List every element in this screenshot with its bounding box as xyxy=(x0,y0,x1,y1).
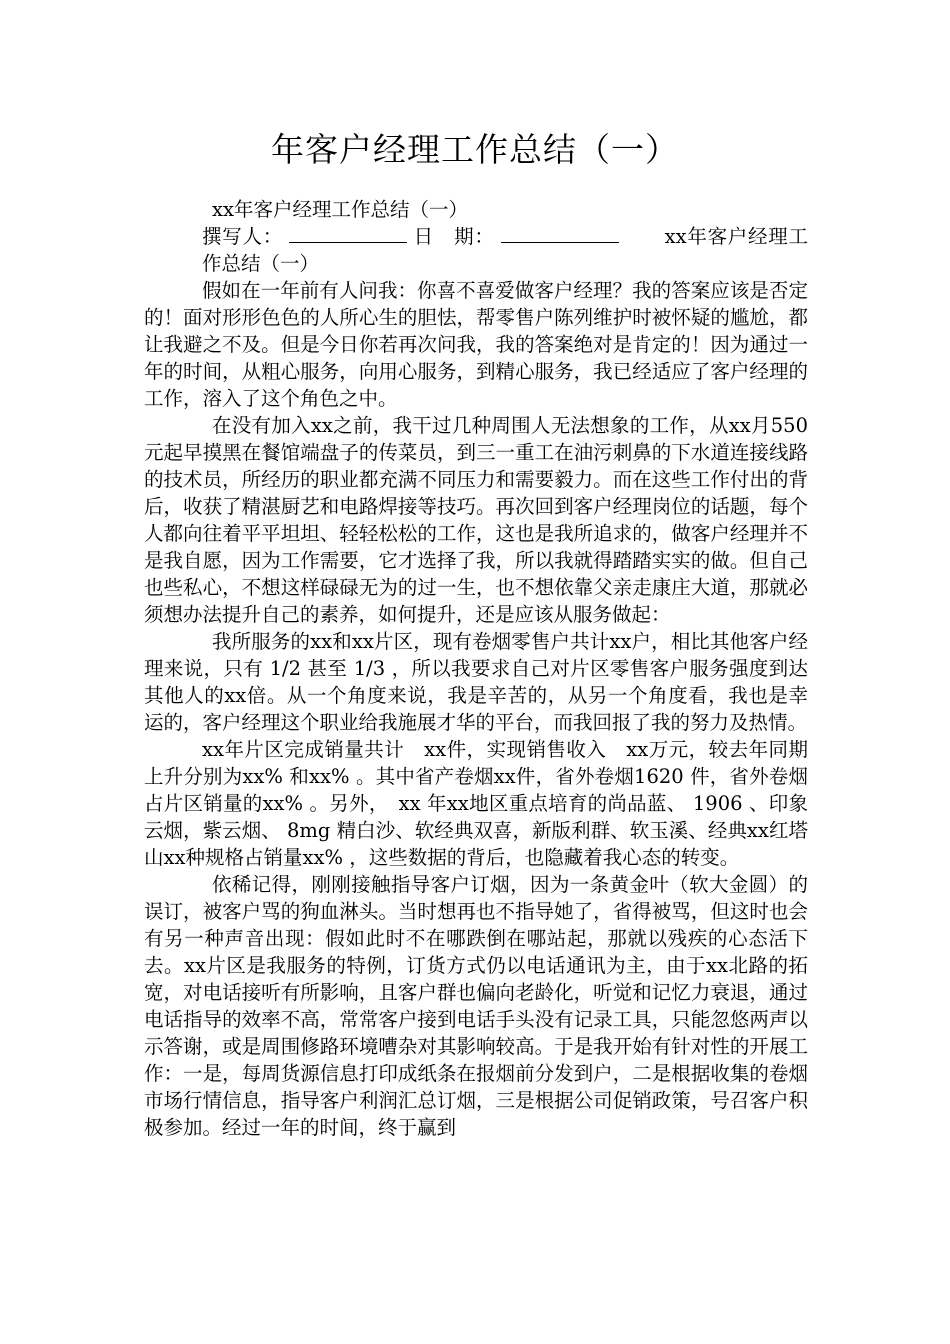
document-subtitle: xx年客户经理工作总结（一） xyxy=(212,198,468,221)
paragraph-3: 我所服务的xx和xx片区，现有卷烟零售户共计xx户，相比其他客户经理来说，只有 1/2 甚至 1/3 ，所以我要求自己对片区零售客户服务强度到达其他人的xx倍。从一个角度来说，我是辛苦的，从另一个角度看，我也是幸运的，客户经理这个职业给我施展才华的平台，而我回报了我的努力及热情。 xyxy=(144,630,808,734)
paragraph-4: xx年片区完成销量共计 xx件，实现销售收入 xx万元，较去年同期上升分别为xx% 和xx% 。其中省产卷烟xx件，省外卷烟1620 件，省外卷烟占片区销量的xx% 。另外， xx 年xx地区重点培育的尚品蓝、 1906 、印象云烟，紫云烟、 8mg 精白沙、软经典双喜，新版利群、软玉溪、经典xx红塔山xx种规格占销量xx% ，这些数据的背后，也隐藏着我心态的转变。 xyxy=(144,738,808,869)
document-title: 年客户经理工作总结（一） xyxy=(271,130,679,169)
author-label: 撰写人： xyxy=(202,225,283,248)
paragraph-1: 假如在一年前有人问我：你喜不喜爱做客户经理？我的答案应该是否定的！面对形形色色的人所心生的胆怯，帮零售户陈列维护时被怀疑的尴尬，都让我避之不及。但是今日你若再次问我，我的答案绝对是肯定的！因为通过一年的时间，从粗心服务，向用心服务，到精心服务，我已经适应了客户经理的工作，溶入了这个角色之中。 xyxy=(144,279,808,410)
date-label: 日 期： xyxy=(412,225,495,248)
author-blank xyxy=(289,224,407,243)
date-blank xyxy=(501,224,619,243)
paragraph-5: 依稀记得，刚刚接触指导客户订烟，因为一条黄金叶（软大金圆）的误订，被客户骂的狗血淋头。当时想再也不指导她了，省得被骂，但这时也会有另一种声音出现：假如此时不在哪跌倒在哪站起，那就以残疾的心态活下去。xx片区是我服务的特例，订货方式仍以电话通讯为主，由于xx北路的拓宽，对电话接听有所影响，且客户群也偏向老龄化，听觉和记忆力衰退，通过电话指导的效率不高，常常客户接到电话手头没有记录工具，只能忽悠两声以示答谢，或是周围修路环境嘈杂对其影响较高。于是我开始有针对性的开展工作：一是，每周货源信息打印成纸条在报烟前分发到户，二是根据收集的卷烟市场行情信息，指导客户利润汇总订烟，三是根据公司促销政策，号召客户积极参加。经过一年的时间，终于赢到 xyxy=(144,873,808,1139)
paragraph-2: 在没有加入xx之前，我干过几种周围人无法想象的工作，从xx月550元起早摸黑在餐馆端盘子的传菜员，到三一重工在油污刺鼻的下水道连接线路的技术员，所经历的职业都充满不同压力和需要毅力。而在这些工作付出的背后，收获了精湛厨艺和电路焊接等技巧。再次回到客户经理岗位的话题，每个人都向往着平平坦坦、轻轻松松的工作，这也是我所追求的，做客户经理并不是我自愿，因为工作需要，它才选择了我，所以我就得踏踏实实的做。但自己也些私心，不想这样碌碌无为的过一生，也不想依靠父亲走康庄大道，那就必须想办法提升自己的素养，如何提升，还是应该从服务做起： xyxy=(144,414,808,626)
document-meta-line xyxy=(144,223,808,277)
meta-trailing-title: xx年客户经理工作总结（一） xyxy=(202,225,808,275)
document-body xyxy=(144,196,808,1141)
